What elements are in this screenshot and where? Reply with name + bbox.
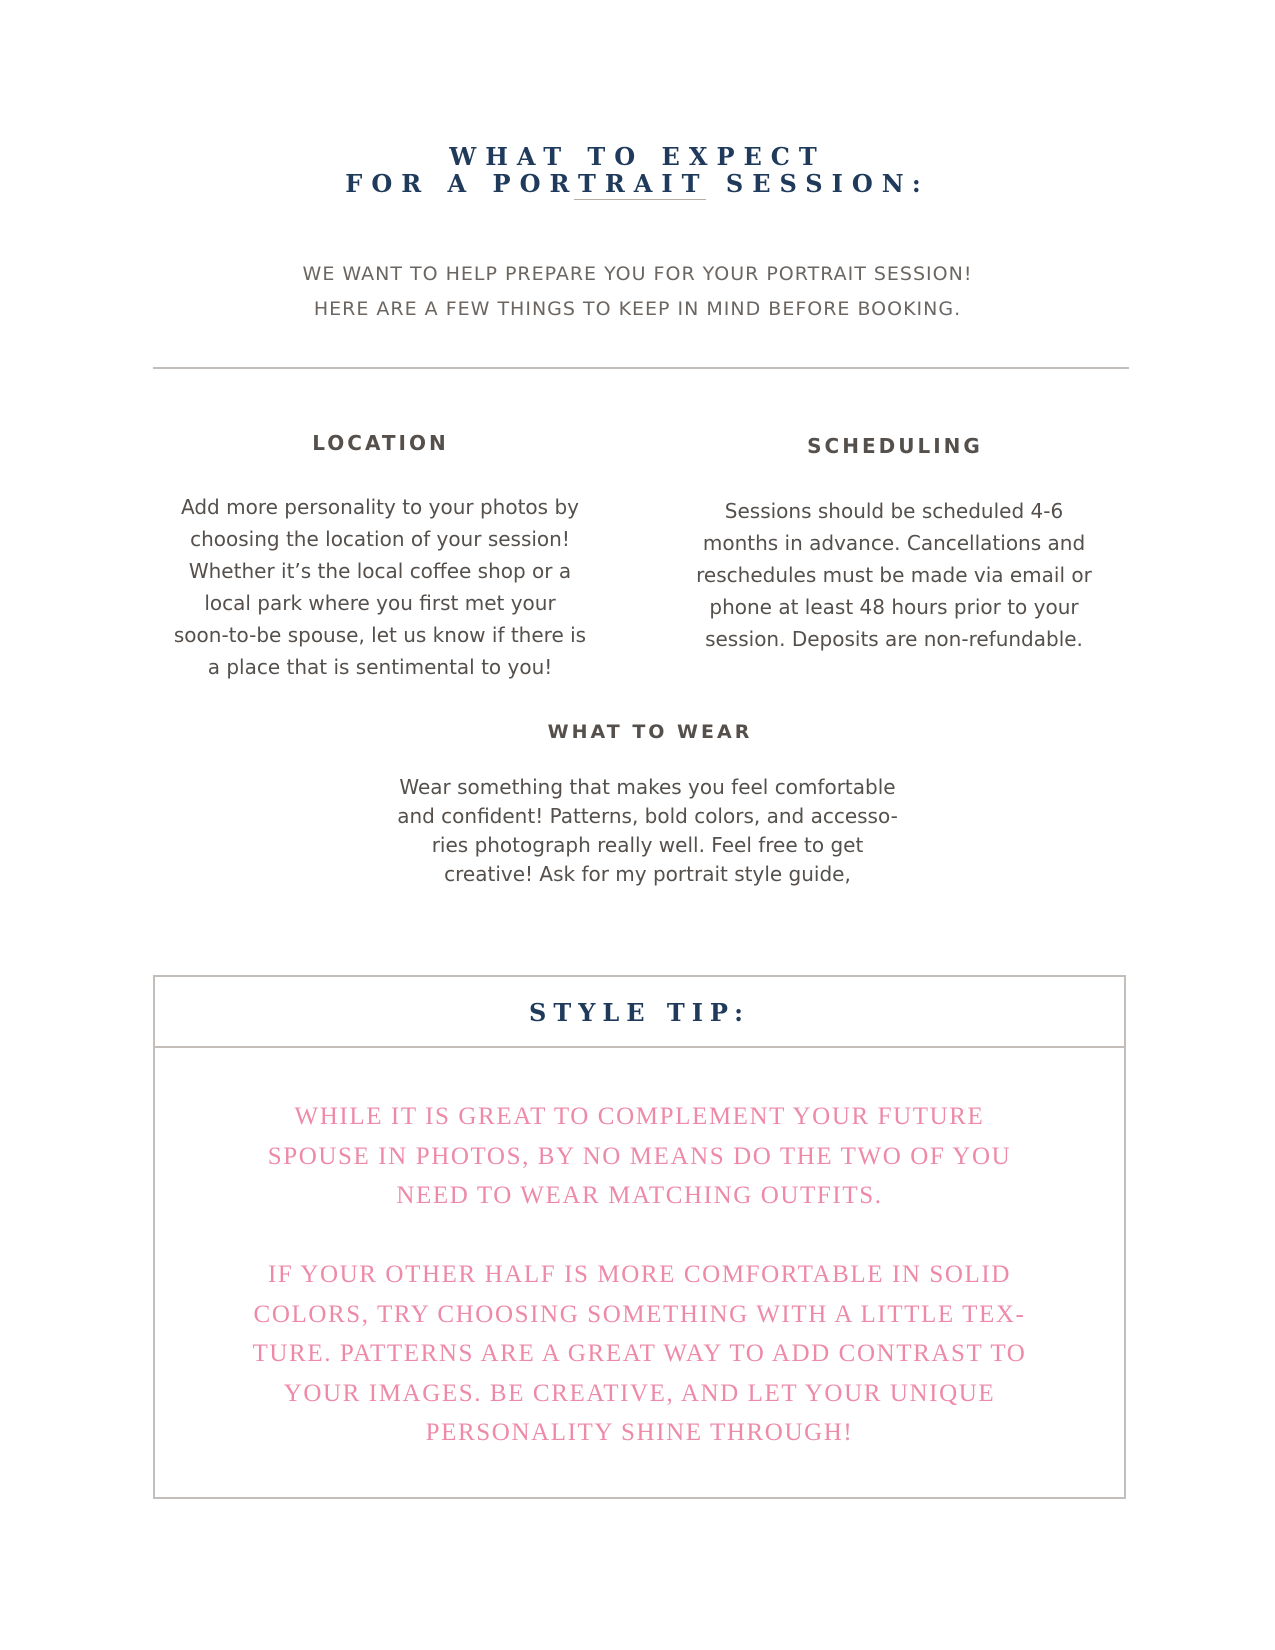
style-tip-title: STYLE TIP: [529,998,750,1027]
style-tip-divider [155,1046,1124,1048]
style-tip-paragraph-2: IF YOUR OTHER HALF IS MORE COMFORTABLE IN SOLID COLORS, TRY CHOOSING SOMETHING WITH A LITTLE TEX- TURE. PATTERNS ARE A GREAT WAY TO ADD CONTRAST TO YOUR IMAGES. BE CREATIVE, AND LET YOUR UNIQUE PERSONALITY SHINE THROUGH! [252,1261,1027,1446]
what-to-wear-heading: WHAT TO WEAR [547,721,753,743]
location-body: Add more personality to your photos by choosing the location of your session! Whether it’s the local coffee shop or a local park where you first met your soon-to-be spouse, let us know if there is a place that is sentimental to you! [173,495,587,679]
intro-line1: WE WANT TO HELP PREPARE YOU FOR YOUR PORTRAIT SESSION! [302,263,973,285]
scheduling-body: Sessions should be scheduled 4-6 months in advance. Cancellations and reschedules must be made via email or phone at least 48 hours prior to your session. Deposits are non-refundable. [696,499,1092,651]
section-divider [153,367,1129,369]
page-title-line2: FOR A PORTRAIT SESSION: [345,169,930,198]
style-tip-box [153,975,1126,1499]
page-title-line1: WHAT TO EXPECT [449,142,826,171]
what-to-wear-body: Wear something that makes you feel comfortable and confident! Patterns, bold colors, and accesso- ries photograph really well. Feel free to get creative! Ask for my portrait style guide, [397,775,898,886]
style-tip-paragraph-1: WHILE IT IS GREAT TO COMPLEMENT YOUR FUTURE SPOUSE IN PHOTOS, BY NO MEANS DO THE TWO OF YOU NEED TO WEAR MATCHING OUTFITS. [267,1103,1012,1209]
scheduling-heading: SCHEDULING [807,434,983,458]
location-heading: LOCATION [312,431,449,455]
title-underline [574,199,706,200]
intro-line2: HERE ARE A FEW THINGS TO KEEP IN MIND BEFORE BOOKING. [313,298,962,320]
